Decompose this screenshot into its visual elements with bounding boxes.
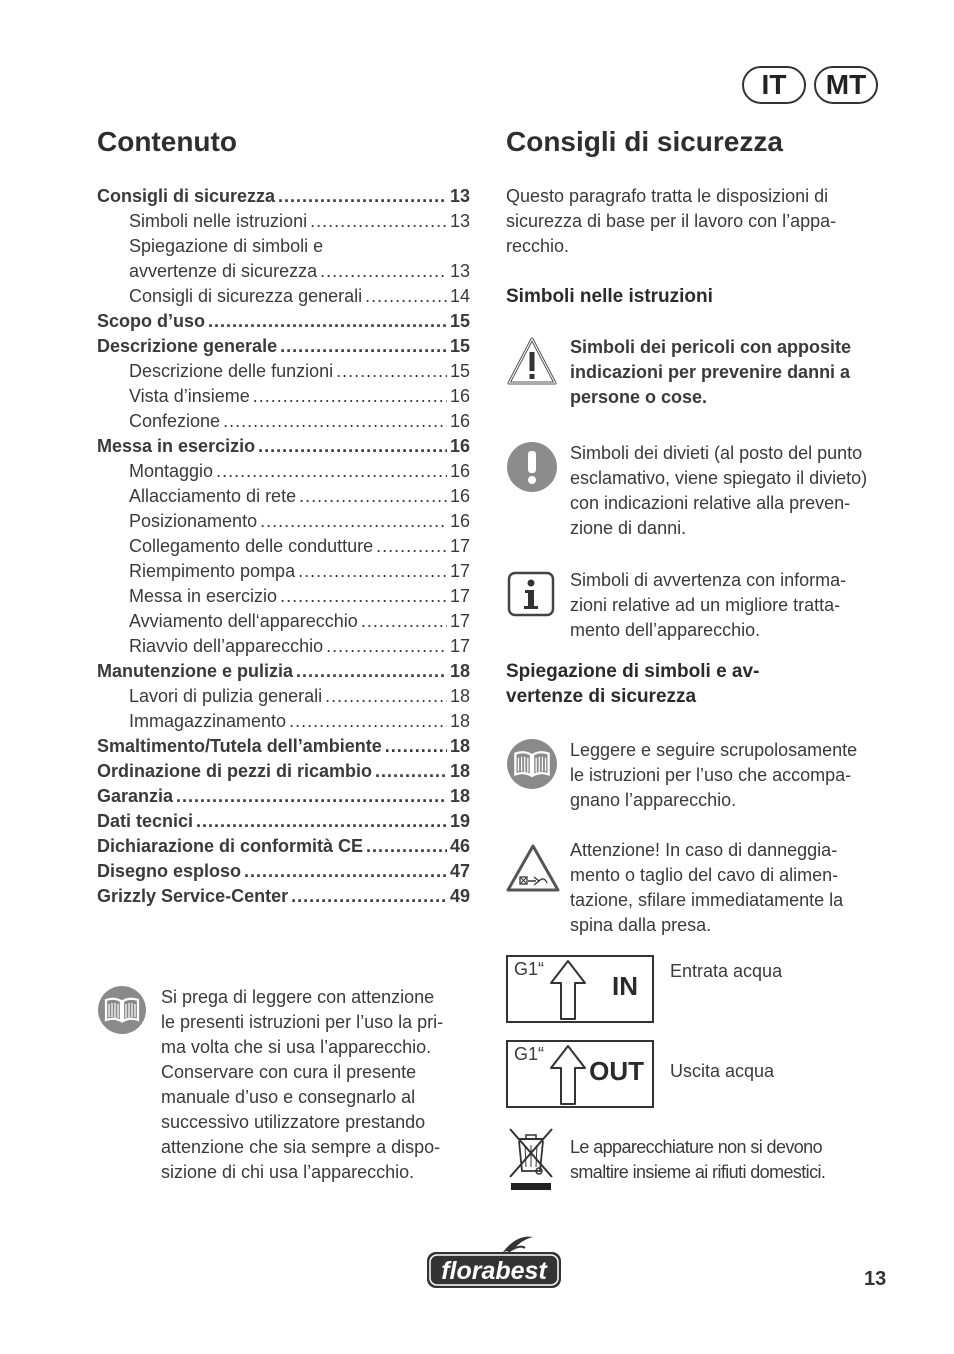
arrow-up-icon <box>548 1044 588 1106</box>
text-line: Spiegazione di simboli e av- <box>506 661 760 682</box>
toc-entry-label: Grizzly Service-Center <box>97 886 289 906</box>
toc-leader-dots <box>208 309 447 334</box>
arrow-up-icon <box>548 959 588 1021</box>
toc-leader-dots <box>258 434 447 459</box>
explain-unplug-text <box>570 838 895 938</box>
text-line: ma volta che si usa l’apparecchio. <box>161 1037 432 1057</box>
toc-entry-label: Messa in esercizio <box>129 586 278 606</box>
toc-entry <box>97 209 470 234</box>
book-icon <box>506 738 558 795</box>
toc-leader-dots <box>376 534 447 559</box>
toc-entry-label: Garanzia <box>97 786 174 806</box>
toc-leader-dots <box>280 334 447 359</box>
toc-entry <box>97 709 470 734</box>
toc-entry <box>97 384 470 409</box>
text-line: mento o taglio del cavo di alimen- <box>570 865 839 885</box>
symbol-prohibition-text <box>570 441 895 541</box>
toc-entry-page: 17 <box>449 611 470 631</box>
toc-leader-dots <box>336 359 447 384</box>
toc-entry <box>97 559 470 584</box>
toc-entry-page: 16 <box>449 436 470 456</box>
text-line: sizione di chi usa l’apparecchio. <box>161 1162 415 1182</box>
toc-entry-label: Posizionamento <box>129 511 258 531</box>
toc-entry <box>97 234 470 259</box>
warning-triangle-icon <box>506 335 558 392</box>
toc-leader-dots <box>320 259 447 284</box>
toc-entry-page: 13 <box>449 211 470 231</box>
lang-badge-it: IT <box>742 66 806 104</box>
text-line: Questo paragrafo tratta le disposizioni di <box>506 186 829 206</box>
text-line: persone o cose. <box>570 387 708 407</box>
toc-entry-label: Vista d’insieme <box>129 386 250 406</box>
toc-entry-page: 15 <box>449 336 470 356</box>
text-line: le presenti istruzioni per l’uso la pri- <box>161 1012 444 1032</box>
toc-entry-page: 18 <box>449 736 470 756</box>
lang-badge-mt: MT <box>814 66 878 104</box>
toc-entry <box>97 834 470 859</box>
text-line: attenzione che sia sempre a dispo- <box>161 1137 441 1157</box>
toc-entry-page: 15 <box>449 361 470 381</box>
toc-leader-dots <box>216 459 447 484</box>
toc-entry-page: 14 <box>449 286 470 306</box>
toc-entry-page: 15 <box>449 311 470 331</box>
symbol-info-text <box>570 568 895 643</box>
toc-leader-dots <box>244 859 447 884</box>
toc-leader-dots <box>223 409 447 434</box>
text-line: successivo utilizzatore prestando <box>161 1112 426 1132</box>
toc-entry <box>97 434 470 459</box>
toc-entry-page: 18 <box>449 786 470 806</box>
toc-leader-dots <box>296 659 447 684</box>
toc-entry <box>97 884 470 909</box>
text-line: Le apparecchiature non si devono <box>570 1137 822 1157</box>
toc-entry <box>97 684 470 709</box>
language-badges <box>742 66 878 104</box>
text-line: mento dell’apparecchio. <box>570 620 761 640</box>
crossed-bin-icon <box>506 1125 556 1198</box>
brand-name: florabest <box>441 1257 547 1285</box>
thread-label: G1“ <box>514 1044 545 1064</box>
florabest-logo <box>425 1234 565 1299</box>
toc-entry-page: 17 <box>449 636 470 656</box>
safety-title: Consigli di sicurezza <box>506 126 783 157</box>
book-icon <box>97 985 147 1042</box>
toc-entry-page: 17 <box>449 561 470 581</box>
toc-entry-label: Descrizione delle funzioni <box>129 361 334 381</box>
toc-entry-page: 13 <box>449 186 470 206</box>
toc-entry <box>97 459 470 484</box>
text-line: smaltire insieme ai rifiuti domestici. <box>570 1162 826 1182</box>
text-line: spina dalla presa. <box>570 915 712 935</box>
toc-entry-label: Lavori di pulizia generali <box>129 686 323 706</box>
toc-entry-page: 17 <box>449 536 470 556</box>
toc-entry-label: Dati tecnici <box>97 811 194 831</box>
text-line: Simboli dei pericoli con apposite <box>570 337 852 357</box>
toc-entry <box>97 584 470 609</box>
toc-entry <box>97 259 470 284</box>
toc-entry-page: 18 <box>449 761 470 781</box>
toc-entry-label: Messa in esercizio <box>97 436 256 456</box>
text-line: recchio. <box>506 236 570 256</box>
toc-entry <box>97 809 470 834</box>
thread-label: G1“ <box>514 959 545 979</box>
toc-leader-dots <box>365 284 447 309</box>
text-line: manuale d’uso e consegnarlo al <box>161 1087 416 1107</box>
toc-entry <box>97 509 470 534</box>
toc-entry-label: Dichiarazione di conformità CE <box>97 836 364 856</box>
toc-entry <box>97 409 470 434</box>
weee-disposal-text <box>570 1135 900 1185</box>
symbols-heading: Simboli nelle istruzioni <box>506 286 713 307</box>
toc-entry-page: 19 <box>449 811 470 831</box>
toc-entry-label: Smaltimento/Tutela dell’ambiente <box>97 736 382 756</box>
toc-entry-label: Montaggio <box>129 461 214 481</box>
toc-entry-label: Disegno esploso <box>97 861 242 881</box>
water-outlet-label: Uscita acqua <box>670 1061 775 1081</box>
toc-entry-page: 13 <box>449 261 470 281</box>
toc-entry-page: 18 <box>449 711 470 731</box>
toc-entry-label: avvertenze di sicurezza <box>129 261 318 281</box>
text-line: esclamativo, viene spiegato il divieto) <box>570 468 868 488</box>
toc-entry <box>97 334 470 359</box>
toc-leader-dots <box>176 784 447 809</box>
toc-entry-label: Riempimento pompa <box>129 561 296 581</box>
text-line: vertenze di sicurezza <box>506 686 697 707</box>
intro-note-text <box>161 985 481 1185</box>
text-line: Leggere e seguire scrupolosamente <box>570 740 858 760</box>
toc-leader-dots <box>310 209 447 234</box>
toc-entry-page: 16 <box>449 386 470 406</box>
toc-entry-label: Immagazzinamento <box>129 711 287 731</box>
toc-entry-label: Consigli di sicurezza <box>97 186 276 206</box>
toc-entry <box>97 659 470 684</box>
text-line: le istruzioni per l’uso che accompa- <box>570 765 852 785</box>
text-line: zioni relative ad un migliore tratta- <box>570 595 841 615</box>
symbol-warning-text <box>570 335 895 410</box>
toc-entry-page: 46 <box>449 836 470 856</box>
toc-entry <box>97 759 470 784</box>
explain-heading <box>506 659 886 709</box>
toc-entry-label: Spiegazione di simboli e <box>129 236 324 256</box>
toc-leader-dots <box>196 809 447 834</box>
water-inlet-symbol <box>506 955 654 1023</box>
toc-entry-label: Riavvio dell’apparecchio <box>129 636 324 656</box>
text-line: con indicazioni relative alla preven- <box>570 493 851 513</box>
info-icon <box>506 568 558 625</box>
toc-entry-page: 16 <box>449 511 470 531</box>
toc-leader-dots <box>385 734 447 759</box>
toc-leader-dots <box>289 709 447 734</box>
toc-entry-label: Manutenzione e pulizia <box>97 661 294 681</box>
toc-entry <box>97 784 470 809</box>
toc-entry <box>97 359 470 384</box>
text-line: sicurezza di base per il lavoro con l’appa- <box>506 211 837 231</box>
toc-entry-label: Allacciamento di rete <box>129 486 297 506</box>
safety-intro <box>506 184 891 259</box>
prohibition-exclamation-icon <box>506 441 558 498</box>
toc-leader-dots <box>325 684 447 709</box>
toc-leader-dots <box>299 484 447 509</box>
text-line: gnano l’apparecchio. <box>570 790 737 810</box>
text-line: indicazioni per prevenire danni a <box>570 362 851 382</box>
explain-book-text <box>570 738 895 813</box>
toc-entry-label: Descrizione generale <box>97 336 278 356</box>
toc-entry-page: 47 <box>449 861 470 881</box>
text-line: Si prega di leggere con attenzione <box>161 987 435 1007</box>
water-io-label: IN <box>612 971 638 1001</box>
toc-entry <box>97 859 470 884</box>
toc-leader-dots <box>253 384 447 409</box>
text-line: zione di danni. <box>570 518 687 538</box>
toc-entry-label: Ordinazione di pezzi di ricambio <box>97 761 373 781</box>
text-line: Simboli dei divieti (al posto del punto <box>570 443 863 463</box>
toc-entry-page: 49 <box>449 886 470 906</box>
toc-entry <box>97 484 470 509</box>
water-io-label: OUT <box>589 1056 644 1086</box>
toc-leader-dots <box>361 609 447 634</box>
toc-entry-page: 16 <box>449 411 470 431</box>
toc-title: Contenuto <box>97 126 237 157</box>
toc-leader-dots <box>298 559 447 584</box>
toc-entry-page: 18 <box>449 661 470 681</box>
toc-entry-label: Consigli di sicurezza generali <box>129 286 363 306</box>
text-line: tazione, sfilare immediatamente la <box>570 890 844 910</box>
toc-entry-label: Avviamento dell‘apparecchio <box>129 611 358 631</box>
toc-leader-dots <box>375 759 447 784</box>
toc-entry-label: Collegamento delle condutture <box>129 536 374 556</box>
toc-entry <box>97 284 470 309</box>
toc-leader-dots <box>278 184 447 209</box>
text-line: Simboli di avvertenza con informa- <box>570 570 847 590</box>
water-inlet-label: Entrata acqua <box>670 961 783 981</box>
toc-entry-label: Confezione <box>129 411 221 431</box>
toc-entry <box>97 634 470 659</box>
toc-entry <box>97 734 470 759</box>
toc-leader-dots <box>326 634 447 659</box>
toc-leader-dots <box>280 584 447 609</box>
text-line: Conservare con cura il presente <box>161 1062 417 1082</box>
toc-entry <box>97 609 470 634</box>
text-line: Attenzione! In caso di danneggia- <box>570 840 838 860</box>
toc-entry <box>97 184 470 209</box>
toc-entry-page: 16 <box>449 486 470 506</box>
toc-entry <box>97 309 470 334</box>
toc-entry-label: Simboli nelle istruzioni <box>129 211 308 231</box>
toc-entry-page: 17 <box>449 586 470 606</box>
toc-entry-page: 18 <box>449 686 470 706</box>
water-outlet-symbol <box>506 1040 654 1108</box>
page-number: 13 <box>864 1268 887 1290</box>
toc-entry-label: Scopo d’uso <box>97 311 205 331</box>
toc-entry <box>97 534 470 559</box>
unplug-warning-icon <box>506 843 560 898</box>
toc-leader-dots <box>366 834 447 859</box>
table-of-contents <box>97 184 470 909</box>
toc-leader-dots <box>291 884 447 909</box>
toc-leader-dots <box>260 509 447 534</box>
toc-entry-page: 16 <box>449 461 470 481</box>
